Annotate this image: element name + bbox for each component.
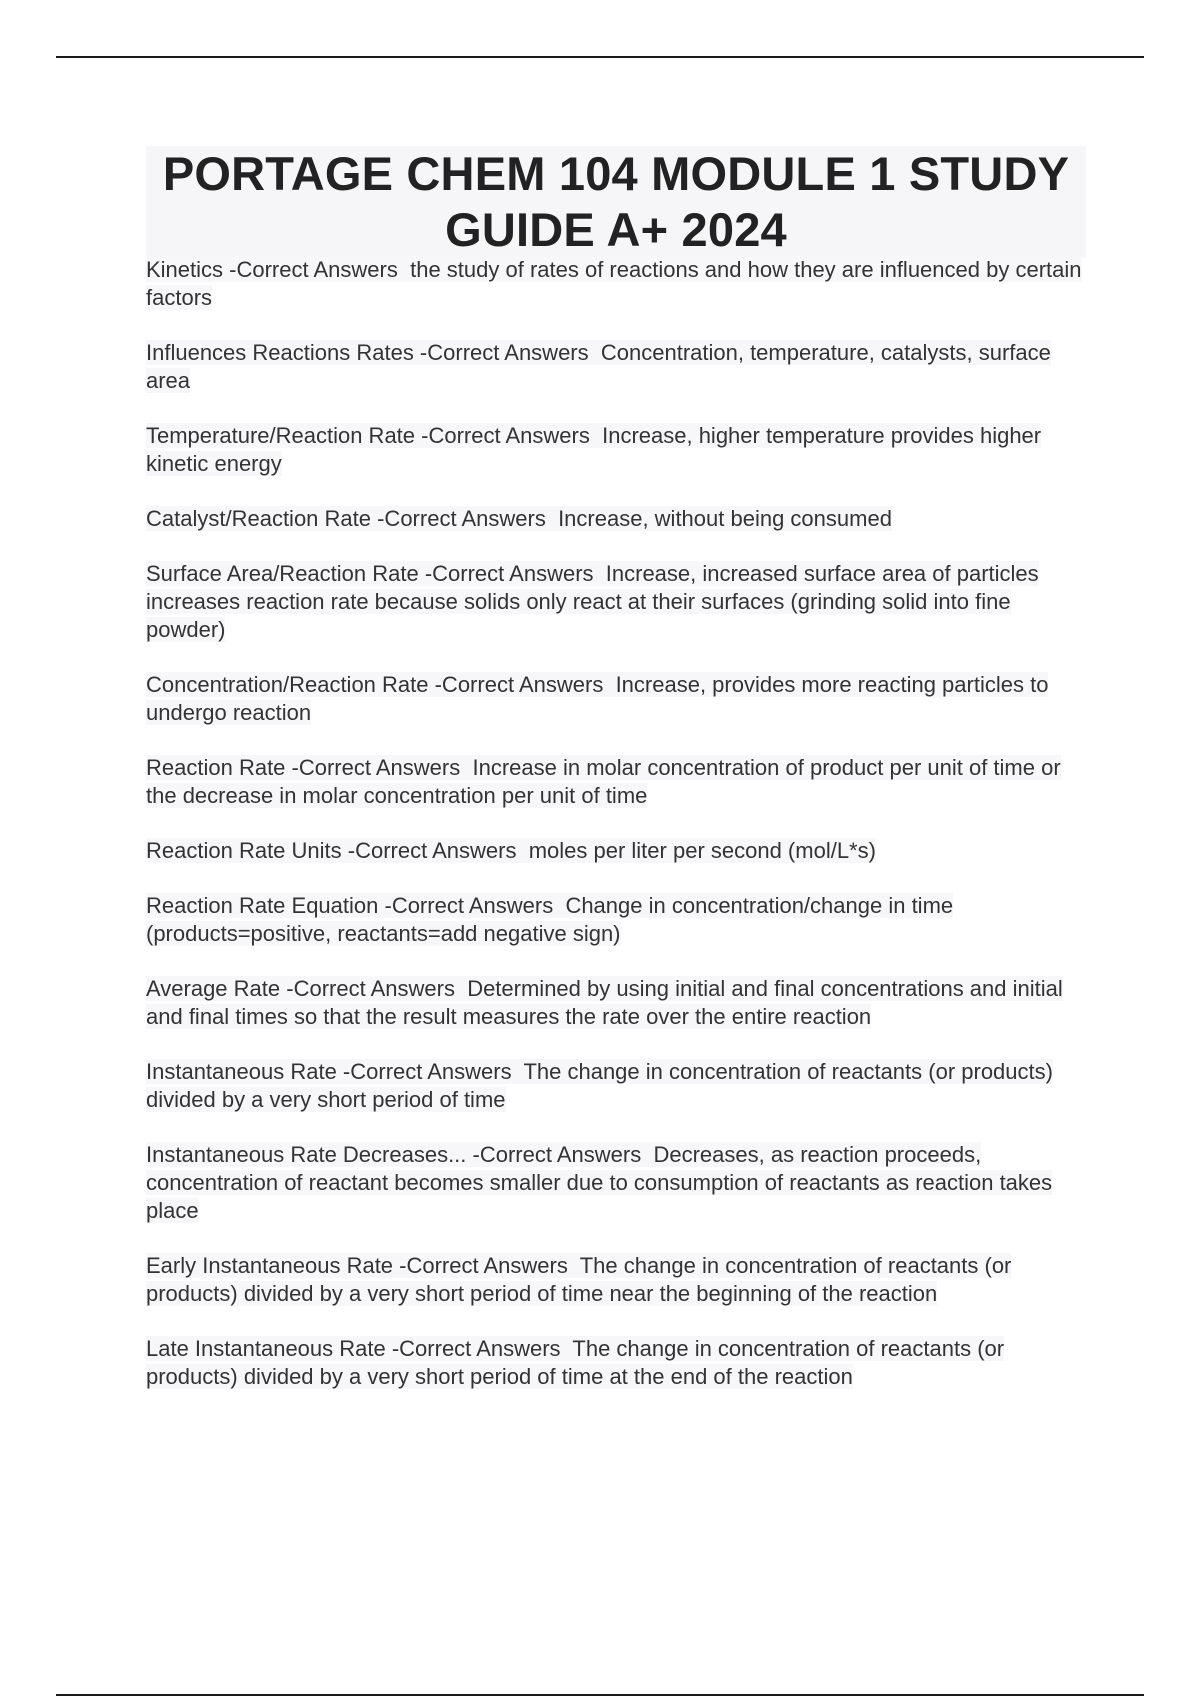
entry-term: Influences Reactions Rates -Correct Answers xyxy=(146,340,589,365)
entry-definition: moles per liter per second (mol/L*s) xyxy=(528,838,876,863)
entry-definition: Determined by using initial and final concentrations and initial and final times so that the result measures the rate over the entire reaction xyxy=(146,976,1063,1029)
entry-term: Late Instantaneous Rate -Correct Answers xyxy=(146,1336,561,1361)
list-item xyxy=(146,339,1086,395)
list-item xyxy=(146,975,1086,1031)
entry-term: Surface Area/Reaction Rate -Correct Answers xyxy=(146,561,594,586)
footer-rule xyxy=(56,1694,1144,1696)
list-item xyxy=(146,422,1086,478)
entry-definition: Increase, increased surface area of particles increases reaction rate because solids only react at their surfaces (grinding solid into fine powder) xyxy=(146,561,1039,642)
entry-term: Catalyst/Reaction Rate -Correct Answers xyxy=(146,506,546,531)
entry-definition: Change in concentration/change in time (products=positive, reactants=add negative sign) xyxy=(146,893,954,946)
list-item xyxy=(146,1335,1086,1391)
study-guide-entries xyxy=(146,256,1086,1418)
list-item xyxy=(146,256,1086,312)
list-item xyxy=(146,837,1086,865)
entry-definition: the study of rates of reactions and how they are influenced by certain factors xyxy=(146,257,1082,310)
entry-definition: The change in concentration of reactants (or products) divided by a very short period of time xyxy=(146,1059,1053,1112)
entry-term: Kinetics -Correct Answers xyxy=(146,257,398,282)
list-item xyxy=(146,560,1086,644)
entry-term: Reaction Rate -Correct Answers xyxy=(146,755,461,780)
entry-definition: Decreases, as reaction proceeds, concentration of reactant becomes smaller due to consumption of reactants as reaction takes place xyxy=(146,1142,1053,1223)
entry-term: Concentration/Reaction Rate -Correct Answers xyxy=(146,672,604,697)
list-item xyxy=(146,671,1086,727)
list-item xyxy=(146,1058,1086,1114)
list-item xyxy=(146,1141,1086,1225)
entry-term: Early Instantaneous Rate -Correct Answers xyxy=(146,1253,568,1278)
entry-definition: The change in concentration of reactants (or products) divided by a very short period of time near the beginning of the reaction xyxy=(146,1253,1012,1306)
list-item xyxy=(146,505,1086,533)
entry-definition: Increase, higher temperature provides higher kinetic energy xyxy=(146,423,1042,476)
list-item xyxy=(146,892,1086,948)
entry-term: Reaction Rate Units -Correct Answers xyxy=(146,838,517,863)
entry-term: Temperature/Reaction Rate -Correct Answers xyxy=(146,423,590,448)
header-rule xyxy=(56,56,1144,58)
entry-definition: The change in concentration of reactants (or products) divided by a very short period of time at the end of the reaction xyxy=(146,1336,1005,1389)
list-item xyxy=(146,754,1086,810)
entry-definition: Increase in molar concentration of product per unit of time or the decrease in molar concentration per unit of time xyxy=(146,755,1061,808)
entry-term: Average Rate -Correct Answers xyxy=(146,976,455,1001)
document-title: PORTAGE CHEM 104 MODULE 1 STUDY GUIDE A+ 2024 xyxy=(162,147,1070,256)
title-block xyxy=(146,146,1086,258)
entry-definition: Concentration, temperature, catalysts, surface area xyxy=(146,340,1051,393)
list-item xyxy=(146,1252,1086,1308)
entry-term: Instantaneous Rate Decreases... -Correct Answers xyxy=(146,1142,642,1167)
entry-term: Instantaneous Rate -Correct Answers xyxy=(146,1059,512,1084)
entry-term: Reaction Rate Equation -Correct Answers xyxy=(146,893,554,918)
entry-definition: Increase, without being consumed xyxy=(558,506,892,531)
entry-definition: Increase, provides more reacting particles to undergo reaction xyxy=(146,672,1049,725)
